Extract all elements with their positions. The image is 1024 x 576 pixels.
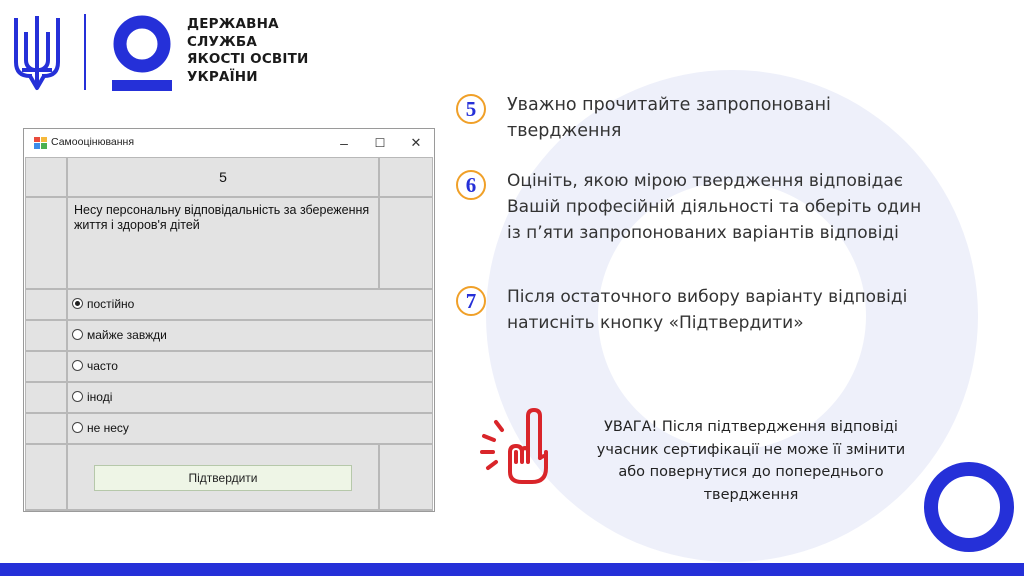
maximize-button[interactable]: ☐ [374, 136, 386, 150]
option-label: постійно [87, 297, 135, 311]
confirm-button[interactable]: Підтвердити [94, 465, 352, 491]
question-text: Несу персональну відповідальність за збереження життя і здоров'я дітей [68, 198, 378, 288]
grid-cell [26, 383, 66, 412]
bottom-bar [0, 563, 1024, 576]
step-text [507, 168, 921, 246]
service-name-line: УКРАЇНИ [187, 68, 258, 85]
service-name [187, 16, 337, 86]
minimize-button[interactable]: – [340, 135, 348, 151]
warning-text [565, 416, 937, 506]
grid-cell [380, 290, 432, 319]
grid-cell [380, 414, 432, 443]
grid-cell [380, 352, 432, 381]
step-line: Оцініть, якою мірою твердження відповідає [507, 171, 904, 191]
logo-divider [84, 14, 86, 90]
option-often[interactable] [68, 352, 382, 381]
step-line: Після остаточного вибору варіанту відповіді [507, 287, 908, 307]
grid-cell [380, 383, 432, 412]
grid-cell [380, 198, 432, 288]
decorative-ring [924, 462, 1014, 552]
step-number-badge: 6 [456, 170, 486, 200]
step-line: натисніть кнопку «Підтвердити» [507, 313, 804, 333]
service-name-line: ДЕРЖАВНА [187, 16, 279, 32]
service-name-line: ЯКОСТІ ОСВІТИ [187, 51, 309, 67]
grid-cell [26, 290, 66, 319]
grid-cell [26, 321, 66, 350]
radio-checked[interactable] [72, 298, 83, 309]
option-label: часто [87, 359, 118, 373]
step-text [507, 92, 831, 144]
raised-finger-icon [480, 408, 552, 486]
grid-cell [26, 445, 66, 509]
grid-cell [380, 321, 432, 350]
grid-cell [26, 198, 66, 288]
radio-unchecked[interactable] [72, 329, 83, 340]
option-always[interactable] [68, 290, 382, 319]
window-title: Самооцінювання [51, 136, 135, 148]
app-icon [34, 137, 47, 149]
grid-cell [26, 414, 66, 443]
radio-unchecked[interactable] [72, 422, 83, 433]
window-titlebar[interactable] [24, 129, 434, 157]
self-assessment-window [23, 128, 435, 512]
step-text [507, 284, 907, 336]
warning-line: учасник сертифікації не може її змінити [596, 441, 906, 458]
warning-line: твердження [703, 486, 799, 503]
radio-unchecked[interactable] [72, 360, 83, 371]
option-never[interactable] [68, 414, 382, 443]
warning-line: УВАГА! Після підтвердження відповіді [604, 419, 898, 435]
grid-cell [380, 445, 432, 509]
option-label: іноді [87, 390, 113, 404]
step-line: із п’яти запропонованих варіантів відповіді [507, 223, 899, 243]
question-number: 5 [68, 158, 378, 196]
option-label: не несу [87, 421, 129, 435]
step-line: Вашій професійній діяльності та оберіть один [507, 197, 922, 217]
question-grid [25, 157, 433, 511]
grid-cell [380, 158, 432, 196]
step-line: Уважно прочитайте запропоновані [507, 95, 831, 115]
ukraine-trident-icon [12, 14, 62, 92]
option-label: майже завжди [87, 328, 167, 342]
step-line: твердження [507, 121, 622, 141]
close-button[interactable]: ✕ [410, 135, 422, 150]
service-logo-icon [110, 14, 174, 92]
radio-unchecked[interactable] [72, 391, 83, 402]
step-number-badge: 7 [456, 286, 486, 316]
grid-cell [26, 352, 66, 381]
service-name-line: СЛУЖБА [187, 33, 257, 50]
step-number-badge: 5 [456, 94, 486, 124]
option-almost-always[interactable] [68, 321, 382, 350]
grid-cell [26, 158, 66, 196]
warning-line: або повернутися до попереднього [618, 464, 884, 480]
option-sometimes[interactable] [68, 383, 382, 412]
